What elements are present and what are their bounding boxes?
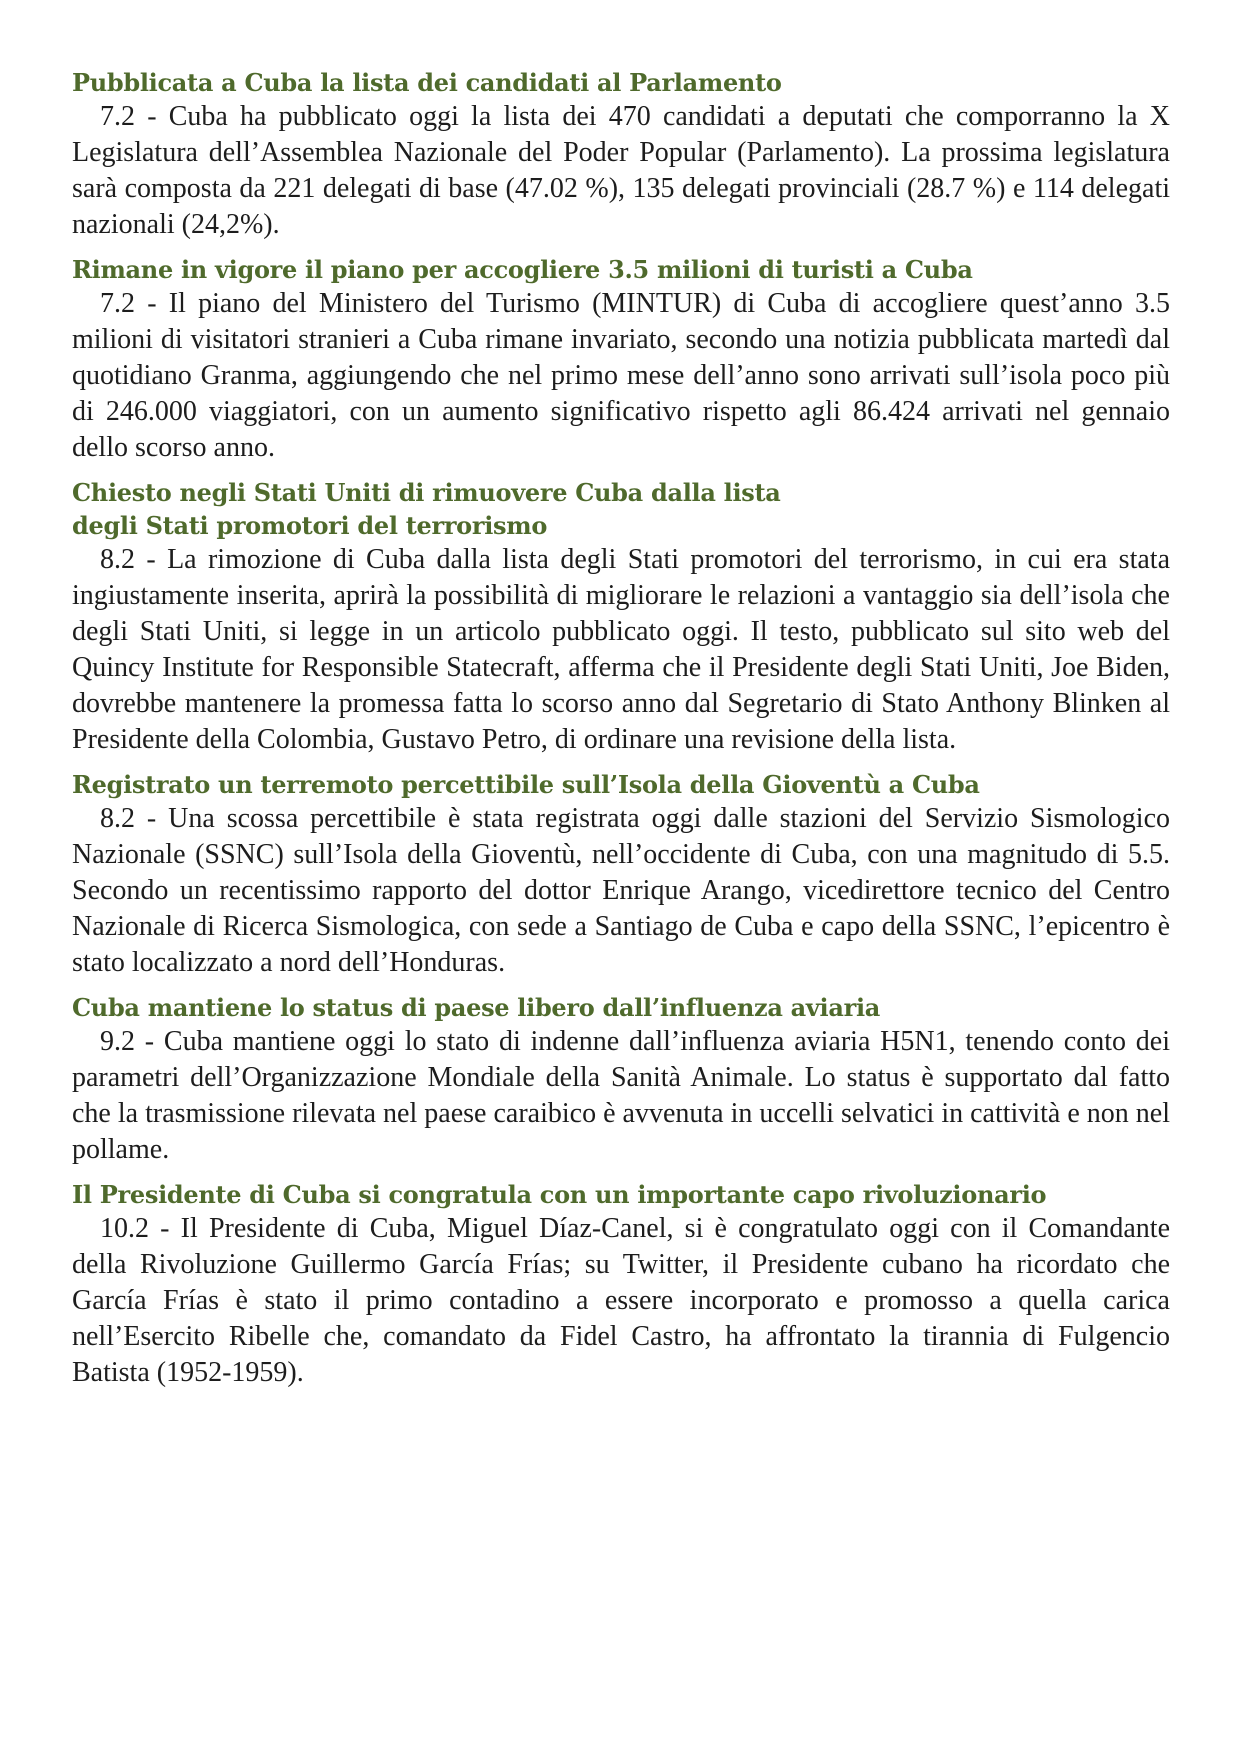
article-text: Una scossa percettibile è stata registrata oggi dalle stazioni del Servizio Sismologico Nazionale (SSNC) sull’Isola della Gioventù, nell’occidente di Cuba, con una magnitudo di 5.5. Secondo un recentissimo rapporto del dottor Enrique Arango, vicedirettore tecnico del Centro Nazionale di Ricerca Sismologica, con sede a Santiago de Cuba e capo della SSNC, l’epicentro è stato localizzato a nord dell’Honduras.	[72, 803, 1171, 978]
article-text: Cuba mantiene oggi lo stato di indenne dall’influenza aviaria H5N1, tenendo conto dei parametri dell’Organizzazione Mondiale della Sanità Animale. Lo status è supportato dal fatto che la trasmissione rilevata nel paese caraibico è avvenuta in uccelli selvatici in cattività e non nel pollame.	[72, 1026, 1170, 1165]
article-headline	[72, 66, 1170, 99]
headline-line: Rimane in vigore il piano per accogliere 3.5 milioni di turisti a Cuba	[72, 255, 973, 284]
article	[72, 991, 1170, 1168]
article-body	[72, 542, 1170, 758]
article-date: 8.2	[100, 803, 135, 834]
date-separator: -	[135, 544, 168, 575]
headline-line: degli Stati promotori del terrorismo	[72, 511, 548, 540]
article	[72, 476, 1170, 758]
news-page	[72, 66, 1170, 1401]
article	[72, 253, 1170, 466]
headline-line: Registrato un terremoto percettibile sull’Isola della Gioventù a Cuba	[72, 770, 980, 799]
headline-line: Pubblicata a Cuba la lista dei candidati al Parlamento	[72, 68, 782, 97]
article-body	[72, 1024, 1170, 1168]
article-body	[72, 1211, 1170, 1391]
date-separator: -	[149, 1213, 181, 1244]
article-body	[72, 286, 1170, 466]
article-text: La rimozione di Cuba dalla lista degli Stati promotori del terrorismo, in cui era stata ingiustamente inserita, aprirà la possibilità di migliorare le relazioni a vantaggio sia dell’isola che degli Stati Uniti, si legge in un articolo pubblicato oggi. Il testo, pubblicato sul sito web del Quincy Institute for Responsible Statecraft, afferma che il Presidente degli Stati Uniti, Joe Biden, dovrebbe mantenere la promessa fatta lo scorso anno dal Segretario di Stato Anthony Blinken al Presidente della Colombia, Gustavo Petro, di ordinare una revisione della lista.	[72, 544, 1170, 755]
article-headline	[72, 476, 1170, 542]
article-body	[72, 801, 1170, 981]
article	[72, 768, 1170, 981]
article-date: 9.2	[100, 1026, 135, 1057]
headline-line: Il Presidente di Cuba si congratula con un importante capo rivoluzionario	[72, 1180, 1047, 1209]
article	[72, 66, 1170, 243]
headline-line: Chiesto negli Stati Uniti di rimuovere Cuba dalla lista	[72, 478, 781, 507]
article-text: Cuba ha pubblicato oggi la lista dei 470 candidati a deputati che comporranno la X Legislatura dell’Assemblea Nazionale del Poder Popular (Parlamento). La prossima legislatura sarà composta da 221 delegati di base (47.02 %), 135 delegati provinciali (28.7 %) e 114 delegati nazionali (24,2%).	[72, 101, 1170, 240]
date-separator: -	[135, 288, 169, 319]
article-headline	[72, 991, 1170, 1024]
date-separator: -	[135, 1026, 164, 1057]
article-body	[72, 99, 1170, 243]
date-separator: -	[135, 101, 169, 132]
article-date: 8.2	[100, 544, 135, 575]
article-headline	[72, 1178, 1170, 1211]
headline-line: Cuba mantiene lo status di paese libero dall’influenza aviaria	[72, 993, 881, 1022]
article	[72, 1178, 1170, 1391]
article-date: 7.2	[100, 101, 135, 132]
article-text: Il piano del Ministero del Turismo (MINTUR) di Cuba di accogliere quest’anno 3.5 milioni di visitatori stranieri a Cuba rimane invariato, secondo una notizia pubblicata martedì dal quotidiano Granma, aggiungendo che nel primo mese dell’anno sono arrivati sull’isola poco più di 246.000 viaggiatori, con un aumento significativo rispetto agli 86.424 arrivati nel gennaio dello scorso anno.	[72, 288, 1170, 463]
article-headline	[72, 768, 1170, 801]
article-headline	[72, 253, 1170, 286]
article-date: 10.2	[100, 1213, 149, 1244]
article-text: Il Presidente di Cuba, Miguel Díaz-Canel, si è congratulato oggi con il Comandante della Rivoluzione Guillermo García Frías; su Twitter, il Presidente cubano ha ricordato che García Frías è stato il primo contadino a essere incorporato e promosso a quella carica nell’Esercito Ribelle che, comandato da Fidel Castro, ha affrontato la tirannia di Fulgencio Batista (1952-1959).	[72, 1213, 1171, 1388]
article-date: 7.2	[100, 288, 135, 319]
date-separator: -	[135, 803, 169, 834]
